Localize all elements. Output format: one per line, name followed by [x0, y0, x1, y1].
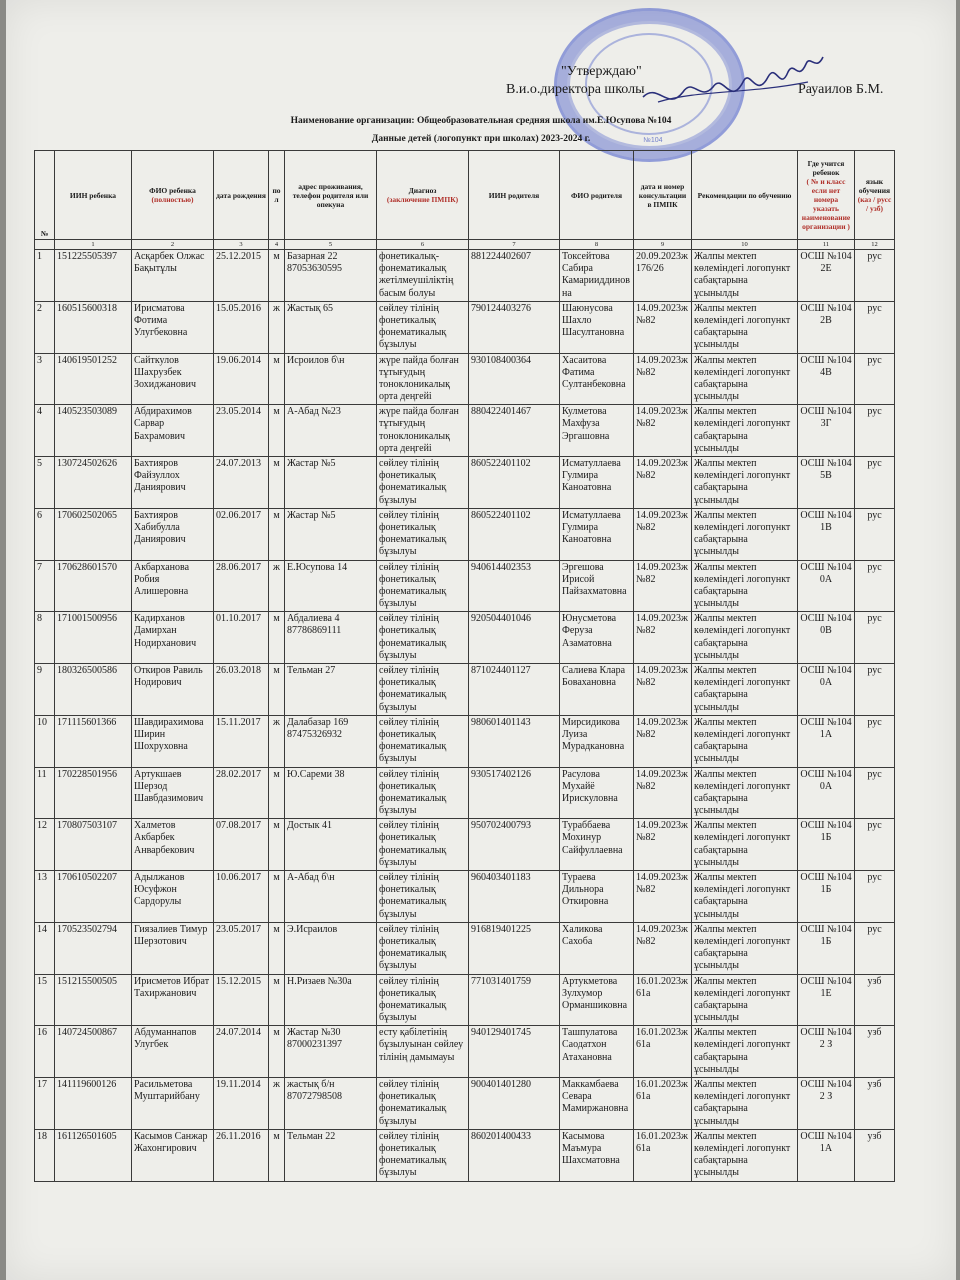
address-cell: Жастық 65	[285, 301, 377, 353]
sex-cell: м	[269, 1129, 285, 1181]
recommendation-cell: Жалпы мектеп көлеміндегі логопункт сабақтарына ұсынылды	[692, 664, 798, 716]
recommendation-cell: Жалпы мектеп көлеміндегі логопункт сабақтарына ұсынылды	[692, 457, 798, 509]
school-class-cell: ОСШ №104 1Е	[798, 974, 855, 1026]
recommendation-cell: Жалпы мектеп көлеміндегі логопункт сабақтарына ұсынылды	[692, 819, 798, 871]
parent-iin-cell: 771031401759	[469, 974, 560, 1026]
school-class-cell: ОСШ №104 0А	[798, 560, 855, 612]
column-number: 2	[132, 240, 214, 250]
child-name-cell: Абдуманнапов Улугбек	[132, 1026, 214, 1078]
sex-cell: ж	[269, 301, 285, 353]
school-class-cell: ОСШ №104 1Б	[798, 871, 855, 923]
language-cell: рус	[855, 405, 895, 457]
birth-date-cell: 24.07.2014	[214, 1026, 269, 1078]
child-name-cell: Халметов Акбарбек Анварбекович	[132, 819, 214, 871]
table-body	[35, 250, 895, 1182]
child-name-cell: Абдирахимов Сарвар Бахрамович	[132, 405, 214, 457]
child-iin-cell: 170628601570	[55, 560, 132, 612]
parent-name-cell: Юнусметова Феруза Азаматовна	[560, 612, 634, 664]
sex-cell: м	[269, 664, 285, 716]
school-class-cell: ОСШ №104 0А	[798, 767, 855, 819]
parent-iin-cell: 930517402126	[469, 767, 560, 819]
address-cell: жастық б/н 87072798508	[285, 1078, 377, 1130]
recommendation-cell: Жалпы мектеп көлеміндегі логопункт сабақтарына ұсынылды	[692, 353, 798, 405]
address-cell: Жастар №5	[285, 457, 377, 509]
recommendation-cell: Жалпы мектеп көлеміндегі логопункт сабақтарына ұсынылды	[692, 767, 798, 819]
birth-date-cell: 28.02.2017	[214, 767, 269, 819]
address-cell: А-Абад б\н	[285, 871, 377, 923]
sex-cell: ж	[269, 715, 285, 767]
sex-cell: м	[269, 457, 285, 509]
school-class-cell: ОСШ №104 2 З	[798, 1078, 855, 1130]
address-cell: А-Абад №23	[285, 405, 377, 457]
row-number-cell: 14	[35, 922, 55, 974]
birth-date-cell: 23.05.2014	[214, 405, 269, 457]
diagnosis-cell: сөйлеу тілінің фонетикалық фонематикалық бұзылуы	[377, 508, 469, 560]
child-iin-cell: 130724502626	[55, 457, 132, 509]
parent-name-cell: Маккамбаева Севара Мамиржановна	[560, 1078, 634, 1130]
pmpk-consultation-cell: 14.09.2023ж №82	[634, 819, 692, 871]
organization-title: Наименование организации: Общеобразовательная средняя школа им.Е.Юсупова №104	[290, 116, 672, 126]
birth-date-cell: 25.12.2015	[214, 250, 269, 302]
column-number: 5	[285, 240, 377, 250]
child-name-cell: Откиров Равиль Нодирович	[132, 664, 214, 716]
recommendation-cell: Жалпы мектеп көлеміндегі логопункт сабақтарына ұсынылды	[692, 301, 798, 353]
header-sex: пол	[269, 151, 285, 240]
pmpk-consultation-cell: 14.09.2023ж №82	[634, 767, 692, 819]
language-cell: рус	[855, 508, 895, 560]
table-row	[35, 250, 895, 302]
parent-iin-cell: 860522401102	[469, 508, 560, 560]
school-class-cell: ОСШ №104 2В	[798, 301, 855, 353]
recommendation-cell: Жалпы мектеп көлеміндегі логопункт сабақтарына ұсынылды	[692, 1078, 798, 1130]
diagnosis-cell: жүре пайда болған тұтығудың тоноклоникалық орта деңгейі	[377, 405, 469, 457]
sex-cell: м	[269, 353, 285, 405]
column-number	[35, 240, 55, 250]
table-row	[35, 1129, 895, 1181]
parent-iin-cell: 880422401467	[469, 405, 560, 457]
parent-iin-cell: 881224402607	[469, 250, 560, 302]
language-cell: рус	[855, 922, 895, 974]
parent-name-cell: Мирсидикова Луиза Мурадкановна	[560, 715, 634, 767]
birth-date-cell: 19.11.2014	[214, 1078, 269, 1130]
language-cell: рус	[855, 664, 895, 716]
sex-cell: ж	[269, 560, 285, 612]
column-number: 4	[269, 240, 285, 250]
child-iin-cell: 171115601366	[55, 715, 132, 767]
parent-iin-cell: 930108400364	[469, 353, 560, 405]
diagnosis-cell: жүре пайда болған тұтығудың тоноклоникалық орта деңгейі	[377, 353, 469, 405]
pmpk-consultation-cell: 16.01.2023ж 61а	[634, 1078, 692, 1130]
row-number-cell: 5	[35, 457, 55, 509]
diagnosis-cell: сөйлеу тілінің фонетикалық фонематикалық бұзылуы	[377, 819, 469, 871]
director-title: В.и.о.директора школы	[506, 82, 645, 97]
recommendation-cell: Жалпы мектеп көлеміндегі логопункт сабақтарына ұсынылды	[692, 1026, 798, 1078]
language-cell: рус	[855, 715, 895, 767]
birth-date-cell: 15.11.2017	[214, 715, 269, 767]
sex-cell: м	[269, 922, 285, 974]
row-number-cell: 4	[35, 405, 55, 457]
header-dob: дата рождения	[214, 151, 269, 240]
header-diagnosis: Диагноз (заключение ПМПК)	[377, 151, 469, 240]
birth-date-cell: 07.08.2017	[214, 819, 269, 871]
birth-date-cell: 28.06.2017	[214, 560, 269, 612]
pmpk-consultation-cell: 14.09.2023ж №82	[634, 301, 692, 353]
parent-iin-cell: 860522401102	[469, 457, 560, 509]
address-cell: Достык 41	[285, 819, 377, 871]
parent-iin-cell: 920504401046	[469, 612, 560, 664]
parent-iin-cell: 900401401280	[469, 1078, 560, 1130]
diagnosis-cell: сөйлеу тілінің фонетикалық фонематикалық бұзылуы	[377, 1129, 469, 1181]
header-address: адрес проживания, телефон родителя или опекуна	[285, 151, 377, 240]
school-class-cell: ОСШ №104 4В	[798, 353, 855, 405]
child-name-cell: Адылжанов Юсуфжон Сардорулы	[132, 871, 214, 923]
header-pmpk: дата и номер консультации в ПМПК	[634, 151, 692, 240]
school-class-cell: ОСШ №104 1Б	[798, 819, 855, 871]
recommendation-cell: Жалпы мектеп көлеміндегі логопункт сабақтарына ұсынылды	[692, 922, 798, 974]
sex-cell: м	[269, 1026, 285, 1078]
language-cell: рус	[855, 250, 895, 302]
row-number-cell: 6	[35, 508, 55, 560]
child-iin-cell: 140619501252	[55, 353, 132, 405]
language-cell: рус	[855, 819, 895, 871]
child-iin-cell: 161126501605	[55, 1129, 132, 1181]
parent-iin-cell: 860201400433	[469, 1129, 560, 1181]
parent-iin-cell: 960403401183	[469, 871, 560, 923]
recommendation-cell: Жалпы мектеп көлеміндегі логопункт сабақтарына ұсынылды	[692, 871, 798, 923]
language-cell: рус	[855, 560, 895, 612]
table-row	[35, 301, 895, 353]
header-school: Где учится ребенок ( № и класс если нет номера указать наименование организации )	[798, 151, 855, 240]
sex-cell: м	[269, 250, 285, 302]
sex-cell: м	[269, 974, 285, 1026]
parent-iin-cell: 916819401225	[469, 922, 560, 974]
birth-date-cell: 23.05.2017	[214, 922, 269, 974]
table-row	[35, 819, 895, 871]
parent-iin-cell: 940614402353	[469, 560, 560, 612]
parent-name-cell: Расулова Мухайё Ирискуловна	[560, 767, 634, 819]
pmpk-consultation-cell: 14.09.2023ж №82	[634, 405, 692, 457]
row-number-cell: 13	[35, 871, 55, 923]
row-number-cell: 17	[35, 1078, 55, 1130]
column-number: 1	[55, 240, 132, 250]
child-iin-cell: 151225505397	[55, 250, 132, 302]
language-cell: рус	[855, 612, 895, 664]
school-class-cell: ОСШ №104 1Б	[798, 922, 855, 974]
address-cell: Е.Юсупова 14	[285, 560, 377, 612]
diagnosis-cell: сөйлеу тілінің фонетикалық фонематикалық бұзылуы	[377, 560, 469, 612]
table-row	[35, 508, 895, 560]
address-cell: Э.Исраилов	[285, 922, 377, 974]
child-name-cell: Кадирханов Дамирхан Нодирханович	[132, 612, 214, 664]
table-row	[35, 664, 895, 716]
pmpk-consultation-cell: 14.09.2023ж №82	[634, 664, 692, 716]
pmpk-consultation-cell: 14.09.2023ж №82	[634, 353, 692, 405]
language-cell: узб	[855, 1078, 895, 1130]
column-number: 10	[692, 240, 798, 250]
child-name-cell: Расильметова Муштарийбану	[132, 1078, 214, 1130]
child-name-cell: Касымов Санжар Жахонгирович	[132, 1129, 214, 1181]
recommendation-cell: Жалпы мектеп көлеміндегі логопункт сабақтарына ұсынылды	[692, 1129, 798, 1181]
sex-cell: м	[269, 508, 285, 560]
language-cell: рус	[855, 353, 895, 405]
header-language: язык обучения (каз / русс / узб)	[855, 151, 895, 240]
diagnosis-cell: сөйлеу тілінің фонетикалық фонематикалық бұзылуы	[377, 974, 469, 1026]
table-row	[35, 612, 895, 664]
column-number: 12	[855, 240, 895, 250]
pmpk-consultation-cell: 14.09.2023ж №82	[634, 871, 692, 923]
child-name-cell: Асқарбек Олжас Бақытұлы	[132, 250, 214, 302]
parent-name-cell: Артукметова Зулхумор Орманшиковна	[560, 974, 634, 1026]
table-row	[35, 715, 895, 767]
parent-name-cell: Исматуллаева Гулмира Каноатовна	[560, 508, 634, 560]
sex-cell: м	[269, 405, 285, 457]
parent-iin-cell: 940129401745	[469, 1026, 560, 1078]
column-number: 8	[560, 240, 634, 250]
pmpk-consultation-cell: 14.09.2023ж №82	[634, 560, 692, 612]
child-name-cell: Ирисметов Ибрат Тахиржанович	[132, 974, 214, 1026]
child-iin-cell: 170228501956	[55, 767, 132, 819]
row-number-cell: 16	[35, 1026, 55, 1078]
pmpk-consultation-cell: 14.09.2023ж №82	[634, 457, 692, 509]
language-cell: рус	[855, 457, 895, 509]
diagnosis-cell: есту қабілетінің бұзылуынан сөйлеу тілінің дамымауы	[377, 1026, 469, 1078]
row-number-cell: 7	[35, 560, 55, 612]
pmpk-consultation-cell: 14.09.2023ж №82	[634, 922, 692, 974]
address-cell: Жастар №5	[285, 508, 377, 560]
row-number-cell: 12	[35, 819, 55, 871]
birth-date-cell: 19.06.2014	[214, 353, 269, 405]
parent-name-cell: Салиева Клара Бовахановна	[560, 664, 634, 716]
parent-name-cell: Тураева Дильнора Откировна	[560, 871, 634, 923]
row-number-cell: 1	[35, 250, 55, 302]
birth-date-cell: 10.06.2017	[214, 871, 269, 923]
row-number-cell: 3	[35, 353, 55, 405]
language-cell: рус	[855, 871, 895, 923]
school-class-cell: ОСШ №104 2 З	[798, 1026, 855, 1078]
header-iin: ИИН ребенка	[55, 151, 132, 240]
birth-date-cell: 24.07.2013	[214, 457, 269, 509]
diagnosis-cell: сөйлеу тілінің фонетикалық фонематикалық бұзылуы	[377, 612, 469, 664]
parent-iin-cell: 950702400793	[469, 819, 560, 871]
school-class-cell: ОСШ №104 1В	[798, 508, 855, 560]
birth-date-cell: 01.10.2017	[214, 612, 269, 664]
language-cell: рус	[855, 767, 895, 819]
pmpk-consultation-cell: 14.09.2023ж №82	[634, 612, 692, 664]
diagnosis-cell: сөйлеу тілінің фонетикалық фонематикалық бұзылуы	[377, 1078, 469, 1130]
pmpk-consultation-cell: 14.09.2023ж №82	[634, 508, 692, 560]
column-number: 7	[469, 240, 560, 250]
child-iin-cell: 151215500505	[55, 974, 132, 1026]
diagnosis-cell: сөйлеу тілінің фонетикалық фонематикалық бұзылуы	[377, 767, 469, 819]
diagnosis-cell: сөйлеу тілінің фонетикалық фонематикалық бұзылуы	[377, 715, 469, 767]
parent-name-cell: Касымова Маъмура Шахсматовна	[560, 1129, 634, 1181]
address-cell: Тельман 22	[285, 1129, 377, 1181]
child-iin-cell: 170610502207	[55, 871, 132, 923]
child-name-cell: Ирисматова Фотима Улугбековна	[132, 301, 214, 353]
child-iin-cell: 160515600318	[55, 301, 132, 353]
row-number-cell: 18	[35, 1129, 55, 1181]
birth-date-cell: 26.11.2016	[214, 1129, 269, 1181]
header-iin-parent: ИИН родителя	[469, 151, 560, 240]
recommendation-cell: Жалпы мектеп көлеміндегі логопункт сабақтарына ұсынылды	[692, 612, 798, 664]
address-cell: Далабазар 169 87475326932	[285, 715, 377, 767]
diagnosis-cell: сөйлеу тілінің фонетикалық фонематикалық бұзылуы	[377, 301, 469, 353]
child-name-cell: Артукшаев Шерзод Шавбдазимович	[132, 767, 214, 819]
parent-name-cell: Исматуллаева Гулмира Каноатовна	[560, 457, 634, 509]
table-row	[35, 560, 895, 612]
row-number-cell: 11	[35, 767, 55, 819]
pmpk-consultation-cell: 20.09.2023ж 176/26	[634, 250, 692, 302]
child-iin-cell: 170523502794	[55, 922, 132, 974]
address-cell: Ю.Сареми 38	[285, 767, 377, 819]
document-subtitle: Данные детей (логопункт при школах) 2023-2024 г.	[371, 134, 591, 144]
stamp-number: №104	[643, 137, 663, 144]
director-name: Рауаилов Б.М.	[798, 82, 884, 97]
recommendation-cell: Жалпы мектеп көлеміндегі логопункт сабақтарына ұсынылды	[692, 560, 798, 612]
birth-date-cell: 26.03.2018	[214, 664, 269, 716]
sex-cell: ж	[269, 1078, 285, 1130]
row-number-cell: 9	[35, 664, 55, 716]
diagnosis-cell: сөйлеу тілінің фонетикалық фонематикалық бұзылуы	[377, 664, 469, 716]
parent-name-cell: Токсейтова Сабира Камарииддиновна	[560, 250, 634, 302]
diagnosis-cell: сөйлеу тілінің фонетикалық фонематикалық бұзылуы	[377, 457, 469, 509]
child-name-cell: Гиязалиев Тимур Шерзотович	[132, 922, 214, 974]
children-data-table	[34, 150, 895, 1182]
school-class-cell: ОСШ №104 3Г	[798, 405, 855, 457]
birth-date-cell: 02.06.2017	[214, 508, 269, 560]
child-iin-cell: 140724500867	[55, 1026, 132, 1078]
sex-cell: м	[269, 612, 285, 664]
column-number: 6	[377, 240, 469, 250]
school-class-cell: ОСШ №104 1А	[798, 715, 855, 767]
address-cell: Базарная 22 87053630595	[285, 250, 377, 302]
parent-name-cell: Кулметова Махфуза Эргашовна	[560, 405, 634, 457]
parent-name-cell: Эргешова Ирисой Пайзахматовна	[560, 560, 634, 612]
diagnosis-cell: сөйлеу тілінің фонетикалық фонематикалық бұзылуы	[377, 922, 469, 974]
document-page	[6, 0, 956, 1280]
header-row	[35, 151, 895, 240]
address-cell: Тельман 27	[285, 664, 377, 716]
diagnosis-cell: фонетикалық-фонематикалық жетілмеушіліктің басым болуы	[377, 250, 469, 302]
table-row	[35, 1078, 895, 1130]
row-number-cell: 2	[35, 301, 55, 353]
pmpk-consultation-cell: 16.01.2023ж 61а	[634, 1129, 692, 1181]
school-class-cell: ОСШ №104 1А	[798, 1129, 855, 1181]
language-cell: рус	[855, 301, 895, 353]
child-iin-cell: 180326500586	[55, 664, 132, 716]
language-cell: узб	[855, 974, 895, 1026]
approve-label: "Утверждаю"	[561, 64, 642, 79]
child-iin-cell: 141119600126	[55, 1078, 132, 1130]
table-row	[35, 767, 895, 819]
birth-date-cell: 15.05.2016	[214, 301, 269, 353]
recommendation-cell: Жалпы мектеп көлеміндегі логопункт сабақтарына ұсынылды	[692, 715, 798, 767]
school-class-cell: ОСШ №104 0А	[798, 664, 855, 716]
parent-name-cell: Шаюнусова Шахло Шасултановна	[560, 301, 634, 353]
header-fio-parent: ФИО родителя	[560, 151, 634, 240]
column-number-row	[35, 240, 895, 250]
sex-cell: м	[269, 767, 285, 819]
parent-name-cell: Халикова Сахоба	[560, 922, 634, 974]
pmpk-consultation-cell: 16.01.2023ж 61а	[634, 1026, 692, 1078]
table-row	[35, 974, 895, 1026]
header-num: №	[35, 151, 55, 240]
recommendation-cell: Жалпы мектеп көлеміндегі логопункт сабақтарына ұсынылды	[692, 508, 798, 560]
parent-name-cell: Хасаитова Фатима Султанбековна	[560, 353, 634, 405]
school-class-cell: ОСШ №104 2Е	[798, 250, 855, 302]
child-iin-cell: 140523503089	[55, 405, 132, 457]
child-iin-cell: 170602502065	[55, 508, 132, 560]
language-cell: узб	[855, 1129, 895, 1181]
recommendation-cell: Жалпы мектеп көлеміндегі логопункт сабақтарына ұсынылды	[692, 405, 798, 457]
parent-name-cell: Ташпулатова Саодатхон Атахановна	[560, 1026, 634, 1078]
school-class-cell: ОСШ №104 0В	[798, 612, 855, 664]
address-cell: Исроилов б\н	[285, 353, 377, 405]
parent-iin-cell: 790124403276	[469, 301, 560, 353]
pmpk-consultation-cell: 14.09.2023ж №82	[634, 715, 692, 767]
diagnosis-cell: сөйлеу тілінің фонетикалық фонематикалық бұзылуы	[377, 871, 469, 923]
row-number-cell: 15	[35, 974, 55, 1026]
language-cell: узб	[855, 1026, 895, 1078]
table-row	[35, 1026, 895, 1078]
parent-iin-cell: 980601401143	[469, 715, 560, 767]
column-number: 9	[634, 240, 692, 250]
school-class-cell: ОСШ №104 5В	[798, 457, 855, 509]
table-row	[35, 457, 895, 509]
header-recommendations: Рекомендации по обучению	[692, 151, 798, 240]
header-fio: ФИО ребенка (полностью)	[132, 151, 214, 240]
child-iin-cell: 171001500956	[55, 612, 132, 664]
child-name-cell: Сайткулов Шахрузбек Зохиджанович	[132, 353, 214, 405]
row-number-cell: 8	[35, 612, 55, 664]
child-iin-cell: 170807503107	[55, 819, 132, 871]
parent-name-cell: Тураббаева Мохинур Сайфуллаевна	[560, 819, 634, 871]
address-cell: Жастар №30 87000231397	[285, 1026, 377, 1078]
column-number: 3	[214, 240, 269, 250]
address-cell: Абдалиева 4 87786869111	[285, 612, 377, 664]
recommendation-cell: Жалпы мектеп көлеміндегі логопункт сабақтарына ұсынылды	[692, 974, 798, 1026]
recommendation-cell: Жалпы мектеп көлеміндегі логопункт сабақтарына ұсынылды	[692, 250, 798, 302]
birth-date-cell: 15.12.2015	[214, 974, 269, 1026]
sex-cell: м	[269, 871, 285, 923]
address-cell: Н.Ризаев №30а	[285, 974, 377, 1026]
child-name-cell: Акбарханова Робия Алишеровна	[132, 560, 214, 612]
pmpk-consultation-cell: 16.01.2023ж 61а	[634, 974, 692, 1026]
child-name-cell: Шавдирахимова Ширин Шохруховна	[132, 715, 214, 767]
parent-iin-cell: 871024401127	[469, 664, 560, 716]
table-row	[35, 353, 895, 405]
table-row	[35, 405, 895, 457]
row-number-cell: 10	[35, 715, 55, 767]
child-name-cell: Бахтияров Хабибулла Даниярович	[132, 508, 214, 560]
table-row	[35, 922, 895, 974]
table-row	[35, 871, 895, 923]
child-name-cell: Бахтияров Файзуллох Даниярович	[132, 457, 214, 509]
sex-cell: м	[269, 819, 285, 871]
column-number: 11	[798, 240, 855, 250]
